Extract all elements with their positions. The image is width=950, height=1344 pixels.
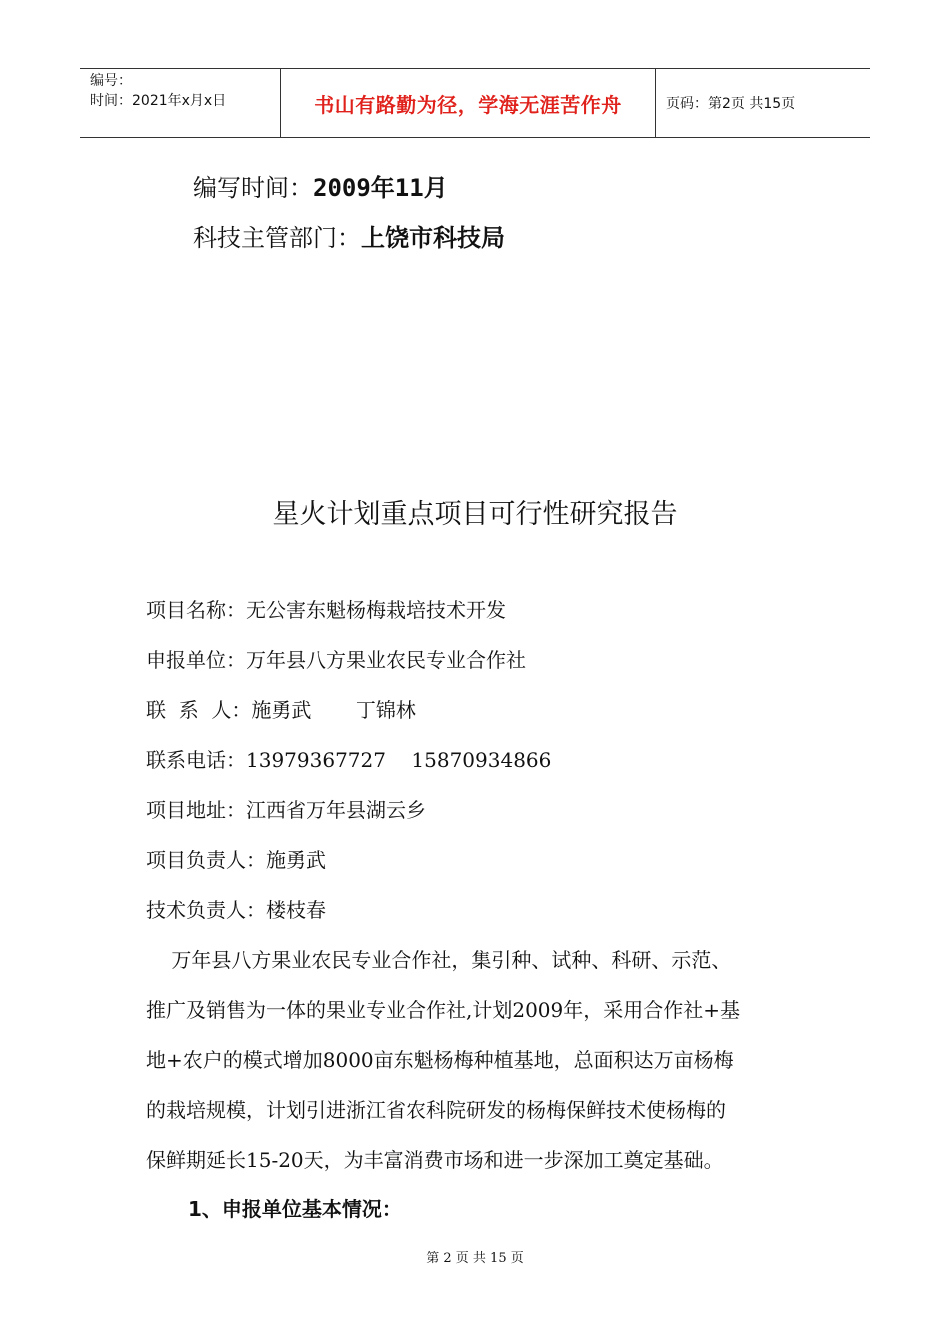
dept-label: 科技主管部门： xyxy=(193,224,361,252)
field-address: 项目地址：江西省万年县湖云乡 xyxy=(146,798,426,822)
page-header xyxy=(80,68,870,138)
write-time-value: 2009年11月 xyxy=(313,174,448,202)
report-title: 星火计划重点项目可行性研究报告 xyxy=(272,499,678,530)
write-time-label: 编写时间： xyxy=(193,174,313,202)
paragraph-line: 万年县八方果业农民专业合作社，集引种、试种、科研、示范、 xyxy=(146,948,732,972)
dept-line xyxy=(193,218,505,253)
paragraph-line: 地+农户的模式增加8000亩东魁杨梅种植基地，总面积达万亩杨梅 xyxy=(146,1048,734,1072)
header-page-info: 页码：第2页 共15页 xyxy=(666,96,796,112)
header-left-cell xyxy=(80,69,280,137)
paragraph-line: 的栽培规模，计划引进浙江省农科院研发的杨梅保鲜技术使杨梅的 xyxy=(146,1098,726,1122)
write-time-line xyxy=(193,168,448,203)
field-contact: 联 系 人：施勇武 丁锦林 xyxy=(146,698,416,722)
paragraph-line: 推广及销售为一体的果业专业合作社,计划2009年，采用合作社+基 xyxy=(146,998,741,1022)
field-applicant: 申报单位：万年县八方果业农民专业合作社 xyxy=(146,648,526,672)
section-heading: 1、申报单位基本情况： xyxy=(188,1197,402,1221)
paragraph-line: 保鲜期延长15-20天，为丰富消费市场和进一步深加工奠定基础。 xyxy=(146,1148,724,1172)
number-label: 编号： xyxy=(90,73,132,89)
page-footer: 第 2 页 共 15 页 xyxy=(426,1251,524,1266)
field-tech-lead: 技术负责人：楼枝春 xyxy=(146,898,326,922)
time-label: 时间：2021年x月x日 xyxy=(90,93,227,109)
field-project-lead: 项目负责人：施勇武 xyxy=(146,848,326,872)
dept-value: 上饶市科技局 xyxy=(361,224,505,252)
field-phone: 联系电话：13979367727 15870934866 xyxy=(146,748,552,772)
header-motto: 书山有路勤为径，学海无涯苦作舟 xyxy=(280,69,656,137)
field-project-name: 项目名称：无公害东魁杨梅栽培技术开发 xyxy=(146,598,506,622)
